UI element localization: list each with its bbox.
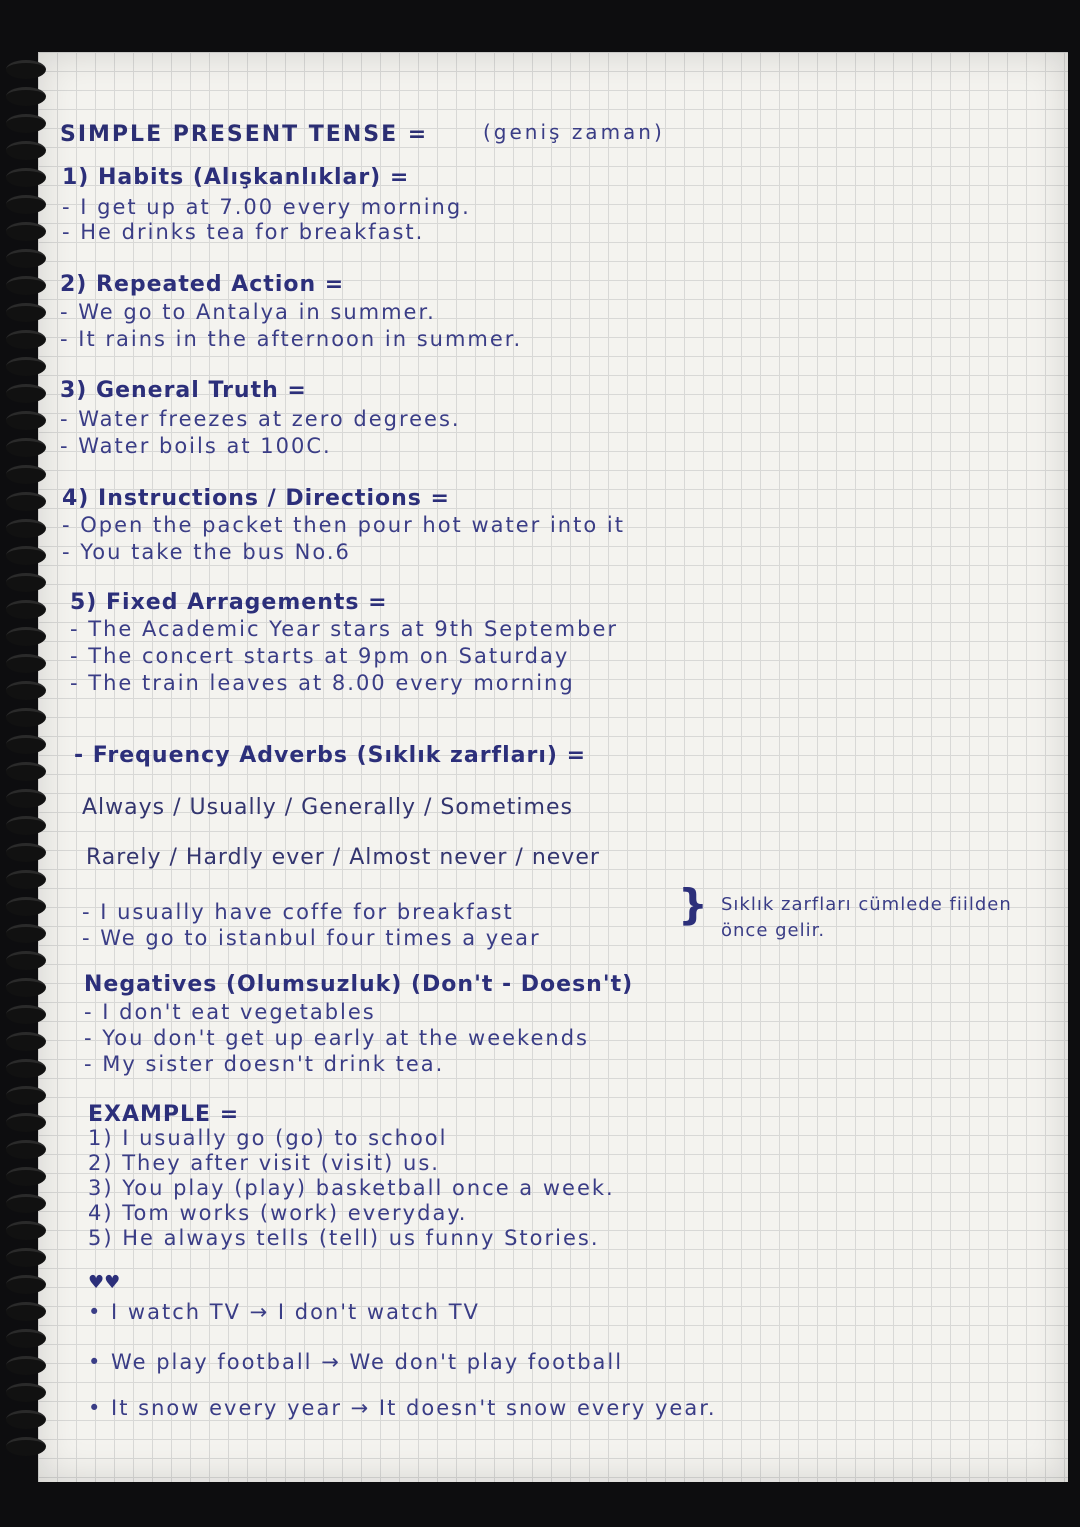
binding-ring (6, 654, 46, 673)
spiral-binding (0, 60, 60, 1470)
notebook-page (38, 52, 1068, 1482)
binding-ring (6, 1383, 46, 1402)
binding-ring (6, 789, 46, 808)
example-heading: EXAMPLE = (88, 1102, 240, 1127)
section-line: - I get up at 7.00 every morning. (62, 195, 471, 219)
frequency-heading: - Frequency Adverbs (Sıklık zarfları) = (74, 743, 587, 768)
binding-ring (6, 897, 46, 916)
binding-ring (6, 1329, 46, 1348)
binding-ring (6, 1275, 46, 1294)
binding-ring (6, 978, 46, 997)
binding-ring (6, 735, 46, 754)
section-heading: 3) General Truth = (60, 378, 307, 403)
binding-ring (6, 1356, 46, 1375)
negatives-line: - You don't get up early at the weekends (84, 1026, 589, 1050)
frequency-example: - We go to istanbul four times a year (82, 926, 541, 950)
binding-ring (6, 1032, 46, 1051)
grouping-brace: } (678, 880, 708, 929)
binding-ring (6, 60, 46, 79)
section-line: - The train leaves at 8.00 every morning (70, 671, 575, 695)
binding-ring (6, 951, 46, 970)
section-line: - Water boils at 100C. (60, 434, 332, 458)
bullet-line: • It snow every year → It doesn't snow every year. (88, 1396, 717, 1420)
binding-ring (6, 141, 46, 160)
example-line: 4) Tom works (work) everyday. (88, 1201, 468, 1225)
binding-ring (6, 573, 46, 592)
negatives-heading: Negatives (Olumsuzluk) (Don't - Doesn't) (84, 972, 634, 997)
section-line: - The Academic Year stars at 9th September (70, 617, 619, 641)
binding-ring (6, 870, 46, 889)
binding-ring (6, 276, 46, 295)
binding-ring (6, 1437, 46, 1456)
section-line: - Open the packet then pour hot water into it (62, 513, 625, 537)
binding-ring (6, 708, 46, 727)
binding-ring (6, 1248, 46, 1267)
page-subtitle: (geniş zaman) (483, 120, 665, 144)
binding-ring (6, 249, 46, 268)
binding-ring (6, 168, 46, 187)
binding-ring (6, 1140, 46, 1159)
binding-ring (6, 87, 46, 106)
binding-ring (6, 384, 46, 403)
binding-ring (6, 681, 46, 700)
example-line: 5) He always tells (tell) us funny Stories. (88, 1226, 600, 1250)
example-line: 3) You play (play) basketball once a week. (88, 1176, 615, 1200)
binding-ring (6, 465, 46, 484)
binding-ring (6, 1410, 46, 1429)
negatives-line: - I don't eat vegetables (84, 1000, 376, 1024)
example-line: 2) They after visit (visit) us. (88, 1151, 440, 1175)
binding-ring (6, 330, 46, 349)
binding-ring (6, 114, 46, 133)
frequency-example: - I usually have coffe for breakfast (82, 900, 514, 924)
binding-ring (6, 1059, 46, 1078)
section-line: - We go to Antalya in summer. (60, 300, 436, 324)
section-heading: 2) Repeated Action = (60, 272, 345, 297)
bullet-line: • We play football → We don't play football (88, 1350, 624, 1374)
binding-ring (6, 1086, 46, 1105)
binding-ring (6, 1167, 46, 1186)
binding-ring (6, 1194, 46, 1213)
binding-ring (6, 762, 46, 781)
binding-ring (6, 1005, 46, 1024)
section-heading: 1) Habits (Alışkanlıklar) = (62, 165, 410, 190)
section-line: - He drinks tea for breakfast. (62, 220, 425, 244)
binding-ring (6, 438, 46, 457)
binding-ring (6, 600, 46, 619)
binding-ring (6, 1302, 46, 1321)
binding-ring (6, 492, 46, 511)
bullet-line: • I watch TV → I don't watch TV (88, 1300, 480, 1324)
example-line: 1) I usually go (go) to school (88, 1126, 448, 1150)
binding-ring (6, 924, 46, 943)
binding-ring (6, 411, 46, 430)
section-heading: 4) Instructions / Directions = (62, 486, 450, 511)
section-line: - It rains in the afternoon in summer. (60, 327, 523, 351)
heart-doodle: ♥♥ (88, 1272, 121, 1293)
binding-ring (6, 357, 46, 376)
binding-ring (6, 627, 46, 646)
binding-ring (6, 303, 46, 322)
binding-ring (6, 195, 46, 214)
frequency-list: Rarely / Hardly ever / Almost never / never (86, 845, 600, 870)
binding-ring (6, 546, 46, 565)
section-line: - The concert starts at 9pm on Saturday (70, 644, 570, 668)
section-heading: 5) Fixed Arragements = (70, 590, 388, 615)
section-line: - Water freezes at zero degrees. (60, 407, 461, 431)
frequency-note: Sıklık zarfları cümlede fiilden önce gelir. (721, 894, 1012, 941)
binding-ring (6, 519, 46, 538)
binding-ring (6, 1221, 46, 1240)
binding-ring (6, 1113, 46, 1132)
negatives-line: - My sister doesn't drink tea. (84, 1052, 445, 1076)
binding-ring (6, 816, 46, 835)
frequency-list: Always / Usually / Generally / Sometimes (82, 795, 573, 820)
binding-ring (6, 843, 46, 862)
section-line: - You take the bus No.6 (62, 540, 351, 564)
page-title: SIMPLE PRESENT TENSE = (60, 122, 429, 147)
binding-ring (6, 222, 46, 241)
